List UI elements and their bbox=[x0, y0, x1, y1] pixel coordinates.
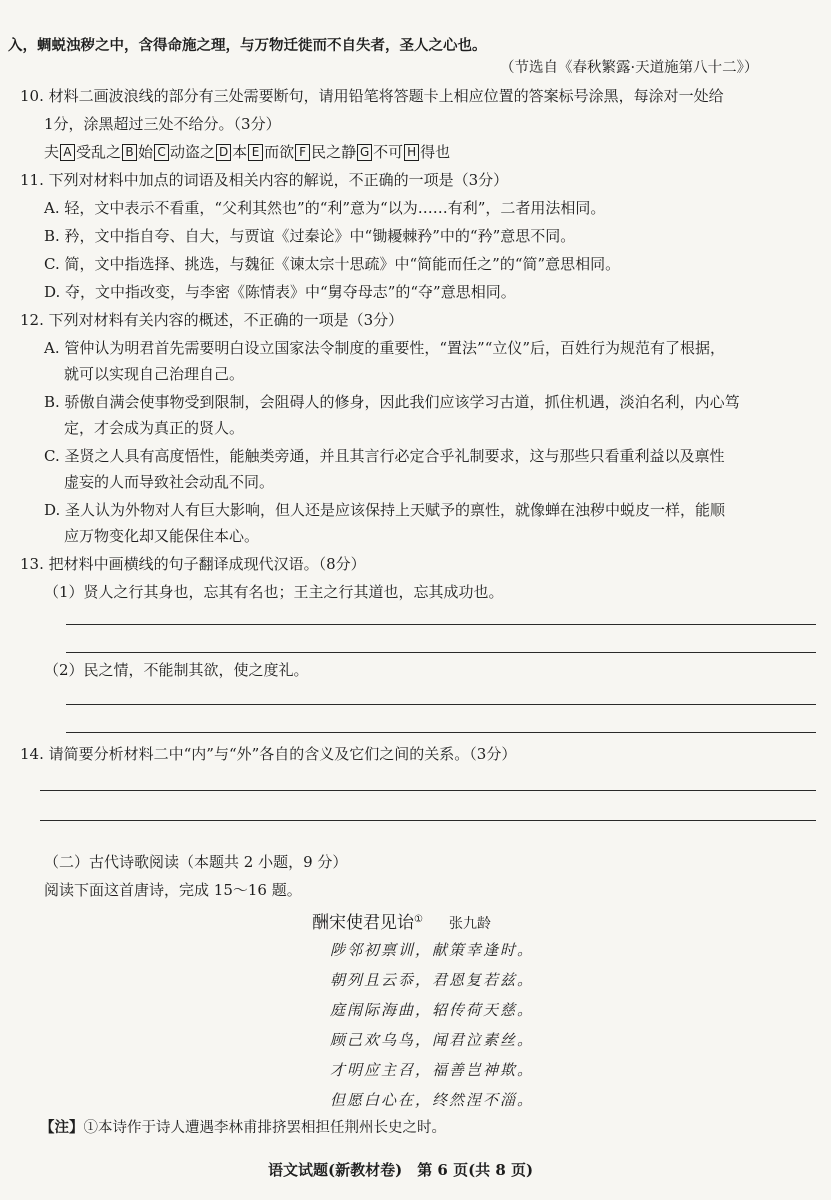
q10-segment: 而欲 bbox=[264, 143, 295, 161]
q10-marker-box: H bbox=[404, 144, 419, 161]
q10-stem-line2: 1分，涂黑超过三处不给分。（3分） bbox=[44, 115, 281, 133]
q11-option-a: A. 轻，文中表示不看重，“父利其然也”的“利”意为“以为……有利”，二者用法相同。 bbox=[44, 199, 606, 217]
note-label: 【注】 bbox=[40, 1119, 84, 1136]
answer-line bbox=[66, 652, 816, 653]
q10-marker-box: A bbox=[60, 144, 75, 161]
q12-option-b-line1: B. 骄傲自满会使事物受到限制，会阻碍人的修身，因此我们应该学习古道，抓住机遇，淡泊名利，内心笃 bbox=[44, 393, 740, 411]
answer-line bbox=[40, 790, 816, 791]
q13-stem: 13. 把材料中画横线的句子翻译成现代汉语。（8分） bbox=[20, 555, 366, 573]
q11-option-b: B. 矜，文中指自夸、自大，与贾谊《过秦论》中“锄耰棘矜”中的“矜”意思不同。 bbox=[44, 227, 576, 245]
q10-sentence-with-markers bbox=[44, 142, 450, 162]
poem-line: 顾己欢乌鸟，闻君泣素丝。 bbox=[330, 1031, 535, 1049]
q10-stem-line1: 10. 材料二画波浪线的部分有三处需要断句，请用铅笔将答题卡上相应位置的答案标号涂黑，每涂对一处给 bbox=[20, 87, 724, 105]
q10-marker-box: F bbox=[295, 144, 310, 161]
q10-segment: 始 bbox=[138, 143, 154, 161]
poem-title: 酬宋使君见诒 bbox=[312, 913, 414, 933]
q12-stem: 12. 下列对材料有关内容的概述，不正确的一项是（3分） bbox=[20, 311, 404, 329]
q11-option-c: C. 简，文中指选择、挑选，与魏征《谏太宗十思疏》中“简能而任之”的“简”意思相同。 bbox=[44, 255, 621, 273]
q10-marker-box: C bbox=[154, 144, 169, 161]
q12-option-b-line2: 定，才会成为真正的贤人。 bbox=[64, 419, 245, 437]
answer-line bbox=[66, 704, 816, 705]
material-text-line: 入，蜩蜕浊秽之中，含得命施之理，与万物迁徙而不自失者，圣人之心也。 bbox=[8, 37, 487, 54]
q12-option-c-line2: 虚妄的人而导致社会动乱不同。 bbox=[64, 473, 275, 491]
q10-marker-box: E bbox=[248, 144, 263, 161]
poem-line: 才明应主召，福善岂神欺。 bbox=[330, 1061, 535, 1079]
poem-note bbox=[40, 1118, 446, 1138]
q11-stem: 11. 下列对材料中加点的词语及相关内容的解说，不正确的一项是（3分） bbox=[20, 171, 509, 189]
q10-segment: 受乱之 bbox=[76, 143, 122, 161]
q12-option-a-line2: 就可以实现自己治理自己。 bbox=[64, 365, 245, 383]
poem-line: 但愿白心在，终然涅不淄。 bbox=[330, 1091, 535, 1109]
q12-option-d-line1: D. 圣人认为外物对人有巨大影响，但人还是应该保持上天赋予的禀性，就像蝉在浊秽中蜕皮一样，能顺 bbox=[44, 501, 726, 519]
q10-segment: 得也 bbox=[420, 143, 451, 161]
q13-sentence-2: （2）民之情，不能制其欲，使之度礼。 bbox=[44, 661, 309, 679]
q10-marker-box: B bbox=[122, 144, 137, 161]
q13-sentence-1: （1）贤人之行其身也，忘其有名也；王主之行其道也，忘其成功也。 bbox=[44, 583, 504, 601]
poem-line: 陟邻初禀训，献策幸逢时。 bbox=[330, 941, 535, 959]
q12-option-c-line1: C. 圣贤之人具有高度悟性，能触类旁通，并且其言行必定合乎礼制要求，这与那些只看重利益以及禀性 bbox=[44, 447, 725, 465]
q10-segment: 夫 bbox=[44, 143, 60, 161]
q10-segment: 本 bbox=[232, 143, 248, 161]
q12-option-a-line1: A. 管仲认为明君首先需要明白设立国家法令制度的重要性，“置法”“立仪”后，百姓行为规范有了根据， bbox=[44, 339, 726, 357]
q10-marker-box: G bbox=[357, 144, 372, 161]
q10-marker-box: D bbox=[216, 144, 231, 161]
poem-note-mark: ① bbox=[414, 914, 423, 925]
answer-line bbox=[40, 820, 816, 821]
q10-segment: 民之静 bbox=[311, 143, 357, 161]
page-footer: 语文试题(新教材卷) 第 6 页(共 8 页) bbox=[268, 1161, 534, 1179]
poem-author: 张九龄 bbox=[448, 916, 491, 932]
answer-line bbox=[66, 624, 816, 625]
poem-line: 朝列且云忝，君恩复若兹。 bbox=[330, 971, 535, 989]
q12-option-d-line2: 应万物变化却又能保住本心。 bbox=[64, 527, 260, 545]
q14-stem: 14. 请简要分析材料二中“内”与“外”各自的含义及它们之间的关系。（3分） bbox=[20, 745, 517, 763]
q10-segment: 不可 bbox=[373, 143, 404, 161]
poem-heading bbox=[312, 910, 491, 934]
q11-option-d: D. 夺，文中指改变，与李密《陈情表》中“舅夺母志”的“夺”意思相同。 bbox=[44, 283, 516, 301]
note-text: ①本诗作于诗人遭遇李林甫排挤罢相担任荆州长史之时。 bbox=[83, 1120, 446, 1136]
section-instruction: 阅读下面这首唐诗，完成 15～16 题。 bbox=[44, 881, 302, 899]
answer-line bbox=[66, 732, 816, 733]
material-source: （节选自《春秋繁露·天道施第八十二》） bbox=[500, 60, 759, 76]
q10-segment: 动盗之 bbox=[170, 143, 216, 161]
poem-line: 庭闱际海曲，轺传荷天慈。 bbox=[330, 1001, 535, 1019]
section-heading: （二）古代诗歌阅读（本题共 2 小题，9 分） bbox=[44, 853, 348, 871]
